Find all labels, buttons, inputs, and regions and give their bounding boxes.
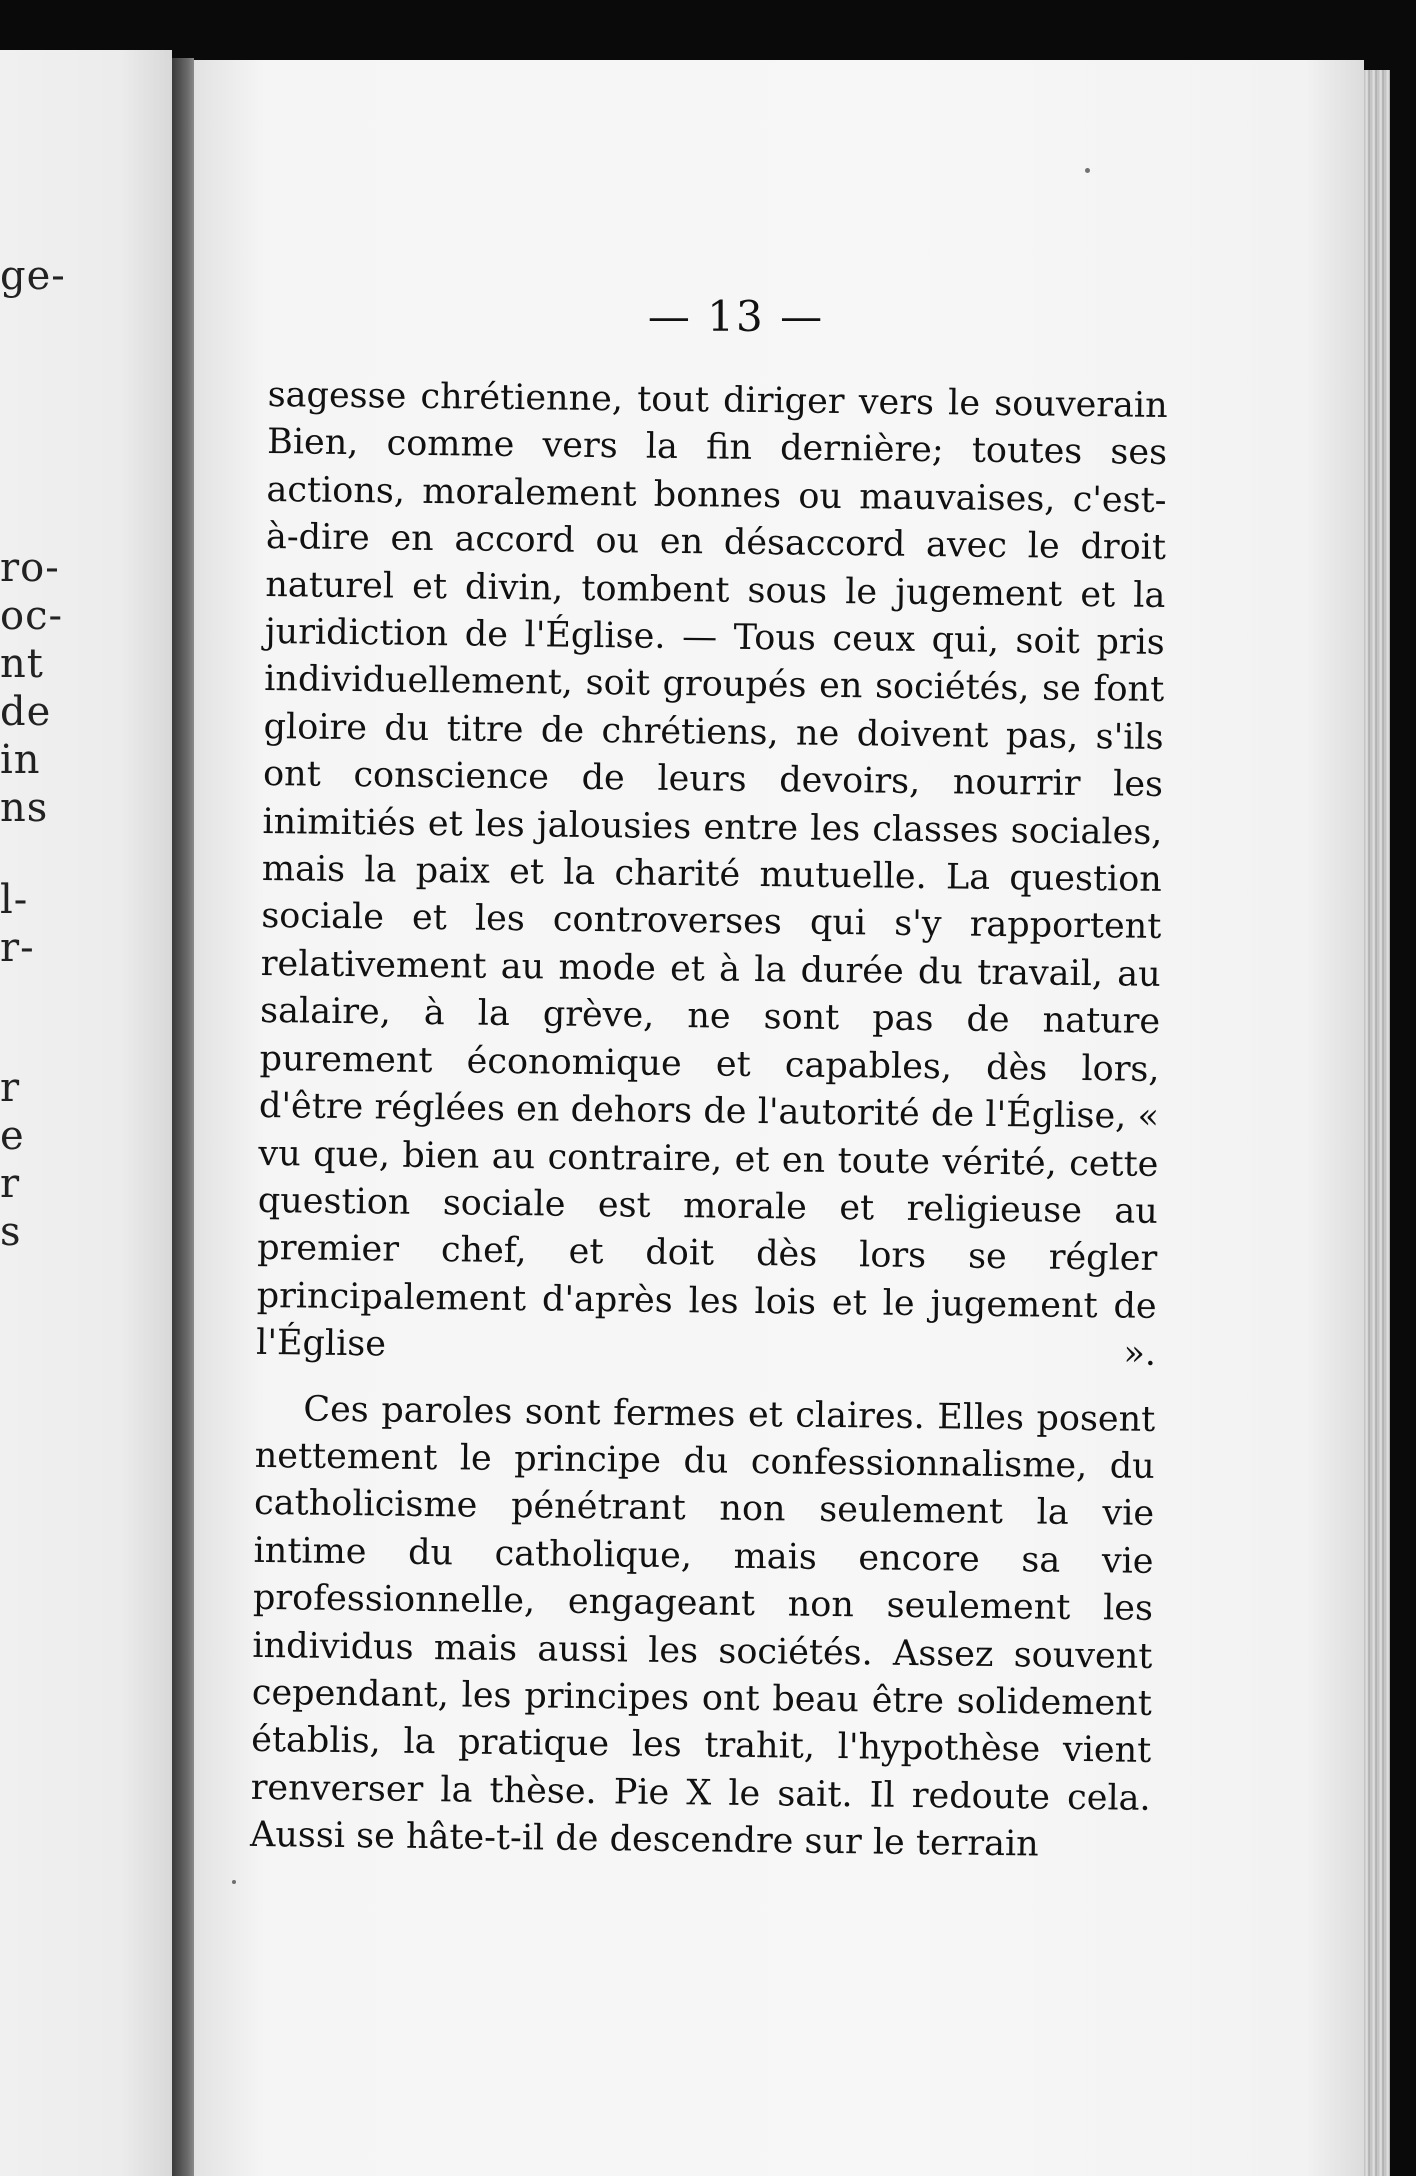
paragraph: Ces paroles sont fermes et claires. Elles posent nettement le principe du confessionnalisme, du catholicisme pénétrant non seulement la vie intime du catholique, mais encore sa vie professionnelle, engageant non seulement les individus mais aussi les sociétés. Assez souvent cependant, les principes ont beau être solidement établis, la pratique les trahit, l'hypothèse vient renverser la thèse. Pie X le sait. Il redoute cela. Aussi se hâte-t-il de descendre sur le terrain — [249, 1389, 1156, 1865]
left-page-fragment: ro- — [0, 545, 60, 591]
left-page-fragment: r — [0, 1065, 21, 1111]
left-page-fragment: ge- — [0, 253, 66, 299]
left-page-fragment: e — [0, 1113, 25, 1159]
scan-border — [1390, 0, 1416, 2176]
left-page-fragment: l- — [0, 877, 29, 923]
left-page-fragment: r- — [0, 925, 35, 971]
body-text — [250, 372, 1168, 1870]
speck — [232, 1880, 236, 1884]
left-page-fragment: ns — [0, 785, 49, 831]
left-page-fragment: oc- — [0, 593, 63, 639]
left-page-fragment: r — [0, 1161, 21, 1207]
page-number: — 13 — — [647, 292, 825, 341]
speck — [1085, 168, 1090, 173]
left-page-fragment: in — [0, 737, 41, 783]
paragraph: sagesse chrétienne, tout diriger vers le souverain Bien, comme vers la fin dernière; toutes ses actions, moralement bonnes ou mauvaises, c'est-à-dire en accord ou en désaccord avec le droit naturel et divin, tombent sous le jugement et la juridiction de l'Église. — Tous ceux qui, soit pris individuellement, soit groupés en sociétés, se font gloire du titre de chrétiens, ne doivent pas, s'ils ont conscience de leurs devoirs, nourrir les inimitiés et les jalousies entre les classes sociales, mais la paix et la charité mutuelle. La question sociale et les controverses qui s'y rapportent relativement au mode et à la durée du travail, au salaire, à la grève, ne sont pas de nature purement économique et capables, dès lors, d'être réglées en dehors de l'autorité de l'Église, « vu que, bien au contraire, et en toute vérité, cette question sociale est morale et religieuse au premier chef, et doit dès lors se régler principalement d'après les lois et le jugement de l'Église ». — [255, 374, 1168, 1375]
left-page-fragment: de — [0, 689, 52, 735]
left-page-fragment: s — [0, 1209, 22, 1255]
left-page-fragment: nt — [0, 641, 44, 687]
page-edges — [1364, 70, 1390, 2176]
left-facing-page — [0, 50, 172, 2176]
book-gutter — [172, 58, 194, 2176]
